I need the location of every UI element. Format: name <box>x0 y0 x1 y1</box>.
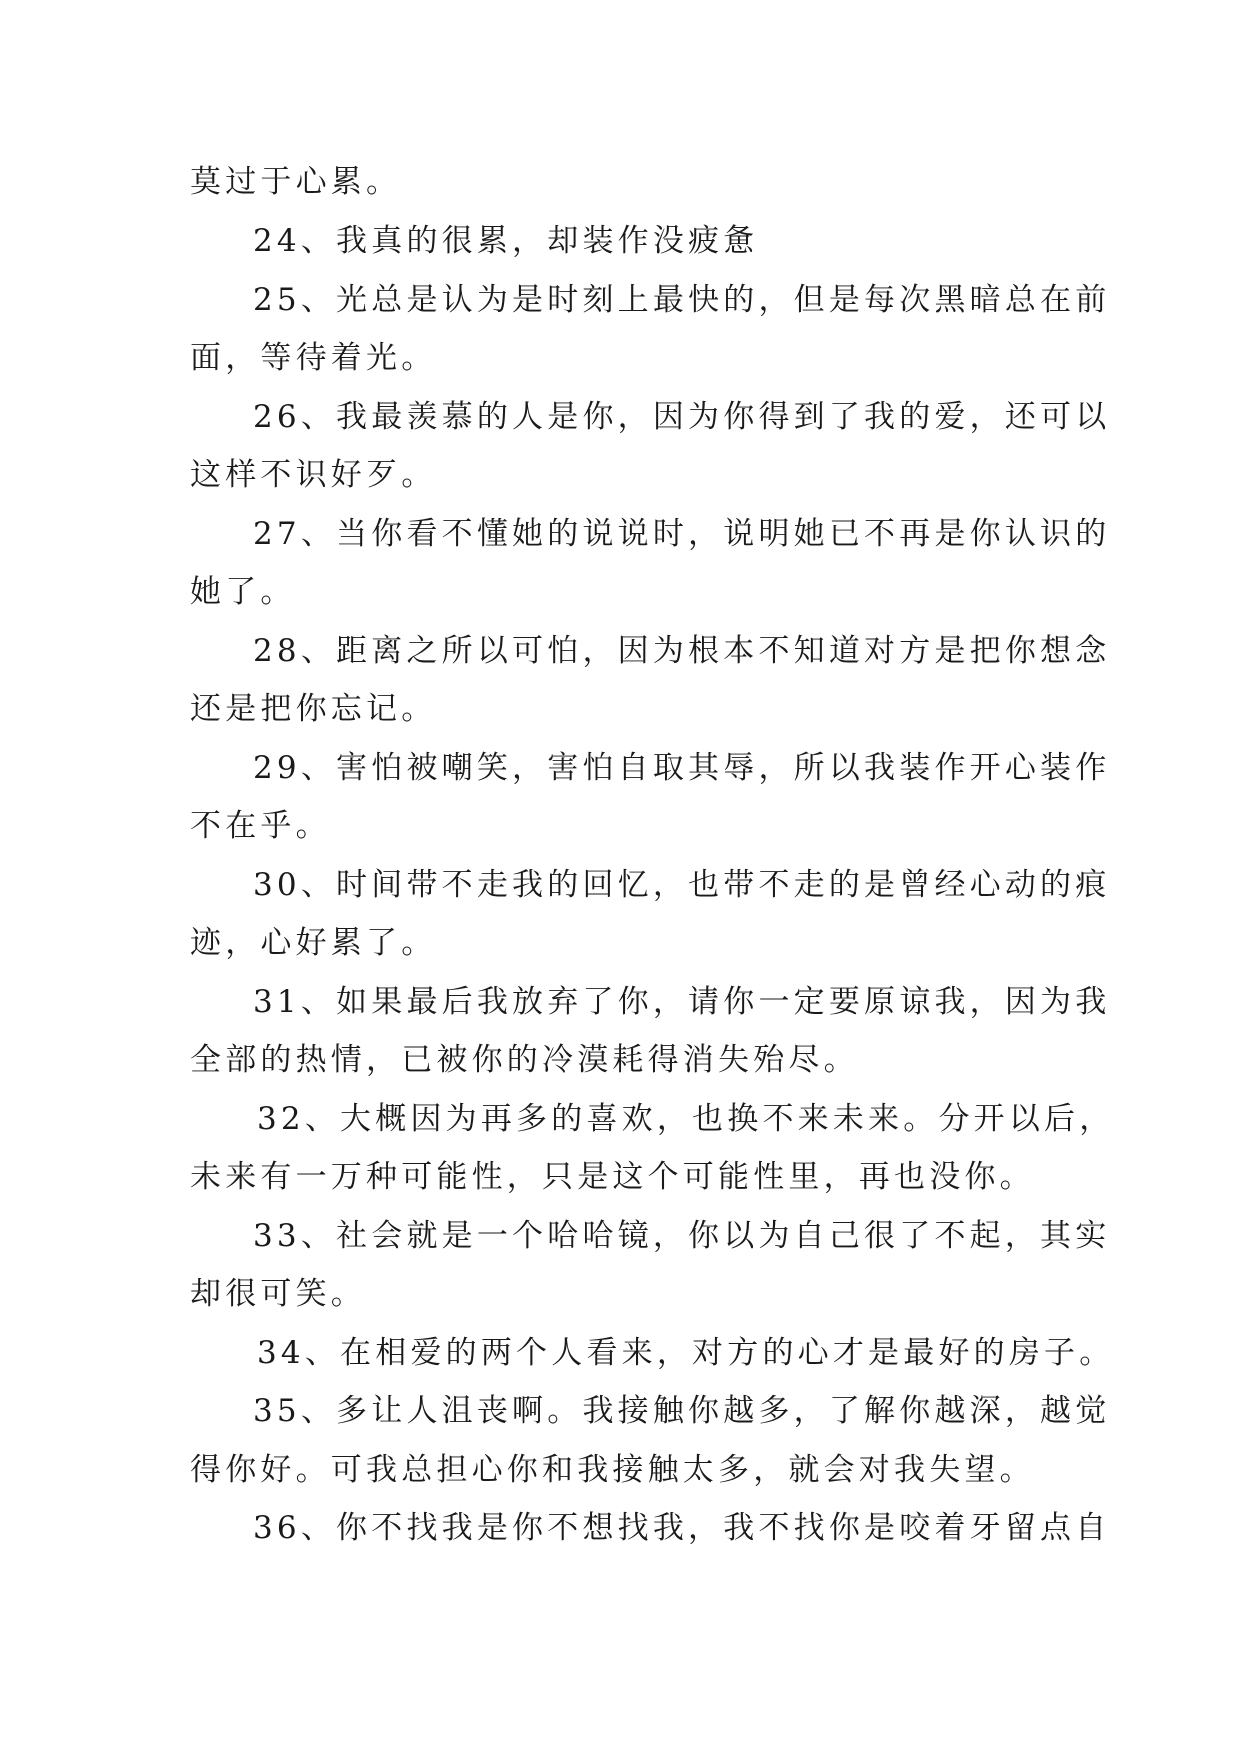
list-item-30: 30、时间带不走我的回忆，也带不走的是曾经心动的痕 <box>253 867 1111 903</box>
list-item-34: 34、在相爱的两个人看来，对方的心才是最好的房子。 <box>257 1335 1115 1371</box>
list-item-35: 35、多让人沮丧啊。我接触你越多，了解你越深，越觉 <box>253 1393 1111 1429</box>
text-line: 却很可笑。 <box>190 1276 366 1312</box>
text-line: 还是把你忘记。 <box>190 691 437 727</box>
text-line: 未来有一万种可能性，只是这个可能性里，再也没你。 <box>190 1159 1035 1195</box>
text-line: 不在乎。 <box>190 808 331 844</box>
list-item-32: 32、大概因为再多的喜欢，也换不来未来。分开以后， <box>257 1101 1115 1137</box>
text-line: 得你好。可我总担心你和我接触太多，就会对我失望。 <box>190 1452 1035 1488</box>
list-item-29: 29、害怕被嘲笑，害怕自取其辱，所以我装作开心装作 <box>253 750 1111 786</box>
text-line: 莫过于心累。 <box>190 164 402 200</box>
list-item-27: 27、当你看不懂她的说说时，说明她已不再是你认识的 <box>253 516 1111 552</box>
list-item-26: 26、我最羡慕的人是你，因为你得到了我的爱，还可以 <box>253 399 1111 435</box>
list-item-36: 36、你不找我是你不想找我，我不找你是咬着牙留点自 <box>253 1510 1111 1546</box>
text-line: 迹，心好累了。 <box>190 925 437 961</box>
text-line: 面，等待着光。 <box>190 340 437 376</box>
list-item-31: 31、如果最后我放弃了你，请你一定要原谅我，因为我 <box>253 984 1111 1020</box>
text-line: 全部的热情，已被你的冷漠耗得消失殆尽。 <box>190 1042 859 1078</box>
list-item-33: 33、社会就是一个哈哈镜，你以为自己很了不起，其实 <box>253 1218 1111 1254</box>
list-item-28: 28、距离之所以可怕，因为根本不知道对方是把你想念 <box>253 633 1111 669</box>
text-line: 这样不识好歹。 <box>190 457 437 493</box>
list-item-25: 25、光总是认为是时刻上最快的，但是每次黑暗总在前 <box>253 282 1111 318</box>
text-line: 她了。 <box>190 574 296 610</box>
list-item-24: 24、我真的很累，却装作没疲惫 <box>253 223 759 259</box>
